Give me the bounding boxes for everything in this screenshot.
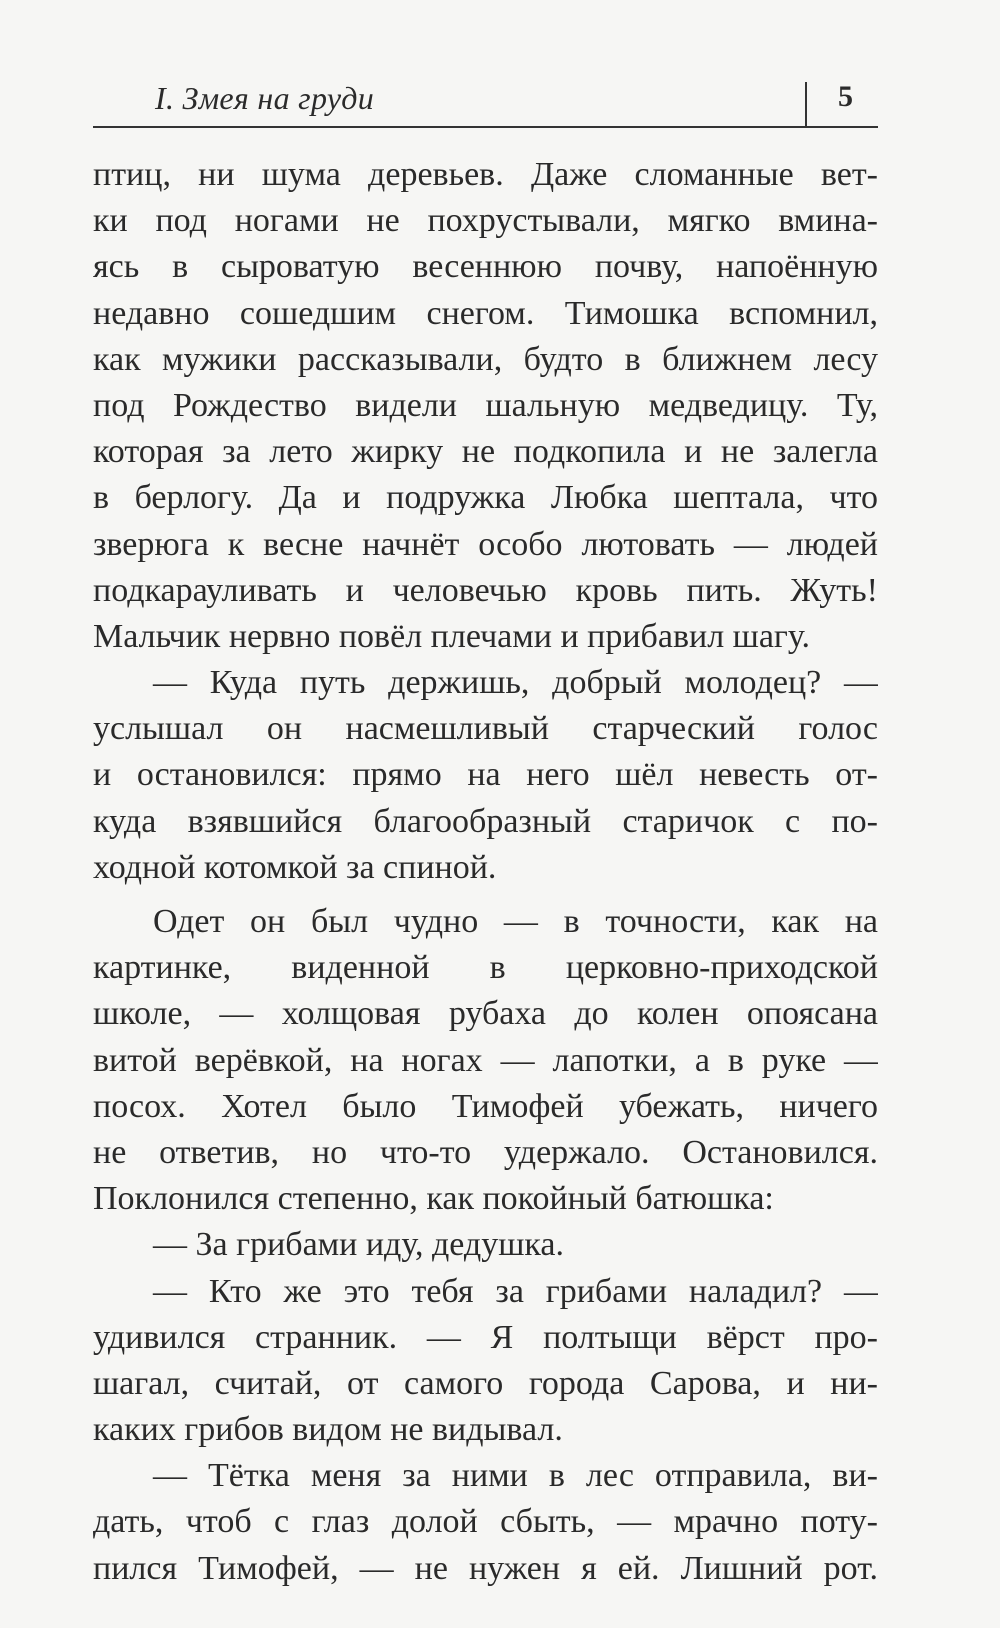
text-line: не ответив, но что-то удержало. Остановился. xyxy=(93,1133,878,1171)
text-line: дать, чтоб с глаз долой сбыть, — мрачно поту- xyxy=(93,1503,878,1541)
text-line: пился Тимофей, — не нужен я ей. Лишний рот. xyxy=(93,1549,878,1587)
text-line: Поклонился степенно, как покойный батюшка: xyxy=(93,1180,774,1218)
text-line: подкарауливать и человечью кровь пить. Жуть! xyxy=(93,571,878,609)
text-line: как мужики рассказывали, будто в ближнем лесу xyxy=(93,340,878,378)
running-head xyxy=(93,78,878,128)
chapter-title: I. Змея на груди xyxy=(155,80,375,116)
text-line: картинке, виденной в церковно-приходской xyxy=(93,949,878,987)
text-line: недавно сошедшим снегом. Тимошка вспомнил, xyxy=(93,294,878,332)
header-rule xyxy=(93,126,878,128)
text-line: посох. Хотел было Тимофей убежать, ничего xyxy=(93,1087,878,1125)
text-line: удивился странник. — Я полтыщи вёрст про- xyxy=(93,1318,878,1356)
text-line: — Кто же это тебя за грибами наладил? — xyxy=(153,1272,878,1310)
text-line: которая за лето жирку не подкопила и не залегла xyxy=(93,433,878,471)
text-line: ки под ногами не похрустывали, мягко вмина- xyxy=(93,202,878,240)
text-line: Одет он был чудно — в точности, как на xyxy=(153,903,878,940)
text-line: ясь в сыроватую весеннюю почву, напоённую xyxy=(93,248,878,286)
body-text xyxy=(93,152,878,1592)
text-line: птиц, ни шума деревьев. Даже сломанные вет- xyxy=(93,156,878,193)
text-line: каких грибов видом не видывал. xyxy=(93,1411,563,1449)
text-line: услышал он насмешливый старческий голос xyxy=(93,710,878,748)
header-divider xyxy=(805,82,807,128)
text-line: — Куда путь держишь, добрый молодец? — xyxy=(153,664,878,702)
text-line: куда взявшийся благообразный старичок с по- xyxy=(93,802,878,840)
text-line: — Тётка меня за ними в лес отправила, ви- xyxy=(153,1457,878,1495)
text-line: под Рождество видели шальную медведицу. Ту, xyxy=(93,386,878,424)
text-line: и остановился: прямо на него шёл невесть от- xyxy=(93,756,878,794)
text-line: зверюга к весне начнёт особо лютовать — людей xyxy=(93,525,878,563)
text-line: ходной котомкой за спиной. xyxy=(93,848,497,886)
text-line: в берлогу. Да и подружка Любка шептала, что xyxy=(93,479,878,517)
text-line: Мальчик нервно повёл плечами и прибавил шагу. xyxy=(93,617,810,655)
text-line: витой верёвкой, на ногах — лапотки, а в руке — xyxy=(93,1041,878,1079)
text-line: — За грибами иду, дедушка. xyxy=(153,1226,564,1264)
page-number: 5 xyxy=(838,80,853,113)
text-line: школе, — холщовая рубаха до колен опоясана xyxy=(93,995,878,1033)
text-line: шагал, считай, от самого города Сарова, и ни- xyxy=(93,1364,878,1402)
